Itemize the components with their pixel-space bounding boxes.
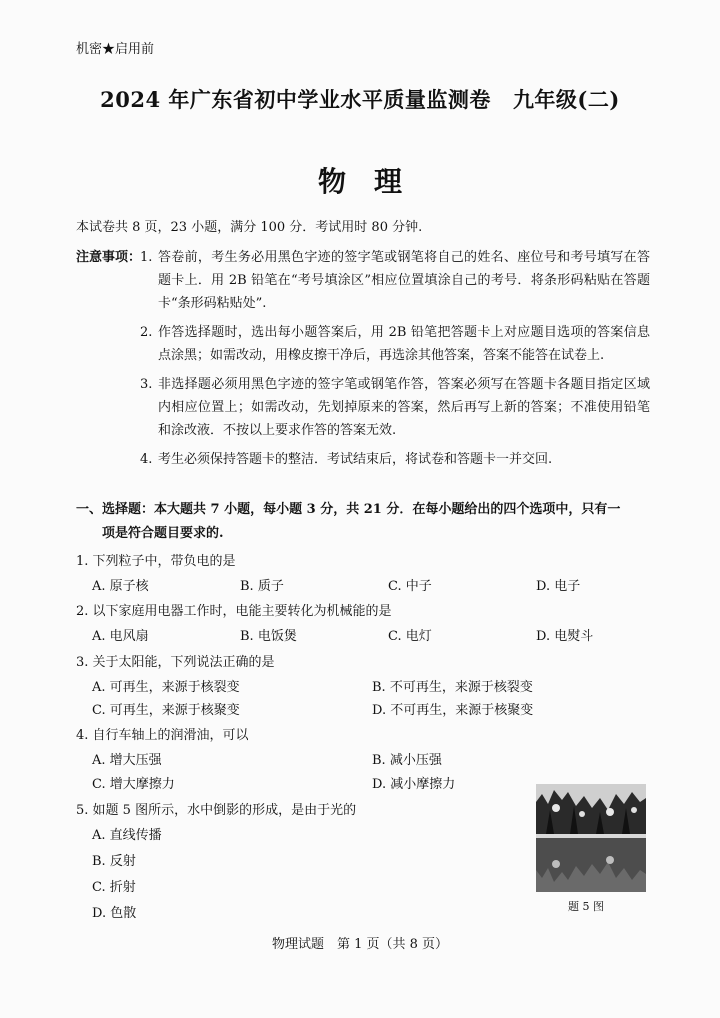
notice-item-number: 3. bbox=[140, 377, 153, 392]
option: A. 增大压强 bbox=[92, 753, 162, 768]
option: C. 电灯 bbox=[388, 629, 432, 644]
question-options bbox=[92, 749, 652, 768]
option: A. 电风扇 bbox=[92, 629, 149, 644]
exam-title-main: 2024 年广东省初中学业水平质量监测卷 bbox=[100, 87, 491, 112]
option: A. 直线传播 bbox=[92, 828, 162, 843]
option: D. 减小摩擦力 bbox=[372, 777, 456, 792]
question-stem: 4. 自行车轴上的润滑油，可以 bbox=[76, 728, 249, 743]
option: D. 色散 bbox=[92, 906, 137, 921]
notice-item-text: 考生必须保持答题卡的整洁．考试结束后，将试卷和答题卡一并交回. bbox=[158, 452, 553, 467]
option: C. 增大摩擦力 bbox=[92, 777, 175, 792]
section-heading-line: 一、选择题：本大题共 7 小题，每小题 3 分，共 21 分．在每小题给出的四个选项中，只有一 bbox=[76, 502, 621, 517]
confidential-label: 机密★启用前 bbox=[76, 42, 155, 57]
option: B. 不可再生，来源于核裂变 bbox=[372, 680, 533, 695]
notice-item-text: 答卷前，考生务必用黑色字迹的签字笔或钢笔将自己的姓名、座位号和考号填写在答题卡上．用 2B 铅笔在“考号填涂区”相应位置填涂自己的考号．将条形码粘贴在答题卡“条形码粘贴处”. bbox=[158, 250, 650, 311]
option: D. 电子 bbox=[536, 579, 581, 594]
question-stem: 3. 关于太阳能，下列说法正确的是 bbox=[76, 655, 275, 670]
question-options bbox=[92, 625, 652, 644]
exam-title bbox=[0, 84, 720, 114]
question-options bbox=[92, 699, 652, 718]
option: B. 反射 bbox=[92, 854, 136, 869]
option: B. 减小压强 bbox=[372, 753, 442, 768]
notice-list bbox=[140, 246, 650, 477]
section-heading-line: 项是符合题目要求的. bbox=[102, 526, 224, 541]
reflection-photo bbox=[536, 784, 646, 892]
option: A. 原子核 bbox=[92, 579, 149, 594]
option: D. 电熨斗 bbox=[536, 629, 594, 644]
question-stem: 1. 下列粒子中，带负电的是 bbox=[76, 554, 236, 569]
question-stem: 5. 如题 5 图所示，水中倒影的形成，是由于光的 bbox=[76, 803, 357, 818]
notice-item-text: 非选择题必须用黑色字迹的签字笔或钢笔作答，答案必须写在答题卡各题目指定区域内相应位置上；如需改动，先划掉原来的答案，然后再写上新的答案；不准使用铅笔和涂改液．不按以上要求作答的答案无效. bbox=[158, 377, 650, 438]
notice-item-number: 1. bbox=[140, 250, 153, 265]
option: A. 可再生，来源于核裂变 bbox=[92, 680, 240, 695]
option: C. 可再生，来源于核聚变 bbox=[92, 703, 240, 718]
option: B. 质子 bbox=[240, 579, 284, 594]
notice-label: 注意事项： bbox=[76, 250, 142, 265]
notice-item bbox=[140, 448, 650, 471]
notice-item-text: 作答选择题时，选出每小题答案后，用 2B 铅笔把答题卡上对应题目选项的答案信息点涂黑；如需改动，用橡皮擦干净后，再选涂其他答案，答案不能答在试卷上. bbox=[158, 325, 650, 363]
option: C. 折射 bbox=[92, 880, 136, 895]
exam-intro: 本试卷共 8 页，23 小题，满分 100 分．考试用时 80 分钟. bbox=[76, 220, 423, 235]
option: B. 电饭煲 bbox=[240, 629, 297, 644]
notice-item-number: 2. bbox=[140, 325, 153, 340]
reflection-photo-drawing bbox=[536, 784, 646, 892]
notice-item-number: 4. bbox=[140, 452, 153, 467]
question-options bbox=[92, 676, 652, 695]
question-stem: 2. 以下家庭用电器工作时，电能主要转化为机械能的是 bbox=[76, 604, 392, 619]
subject-title: 物理 bbox=[317, 165, 430, 198]
page-footer: 物理试题 第 1 页（共 8 页） bbox=[271, 937, 449, 952]
figure-caption: 题 5 图 bbox=[568, 900, 604, 913]
option: C. 中子 bbox=[388, 579, 432, 594]
notice-item bbox=[140, 321, 650, 367]
notice-item bbox=[140, 246, 650, 315]
notice-item bbox=[140, 373, 650, 442]
exam-title-grade: 九年级(二) bbox=[512, 87, 620, 112]
option: D. 不可再生，来源于核聚变 bbox=[372, 703, 534, 718]
section-heading bbox=[76, 498, 654, 546]
question-options bbox=[92, 575, 652, 594]
